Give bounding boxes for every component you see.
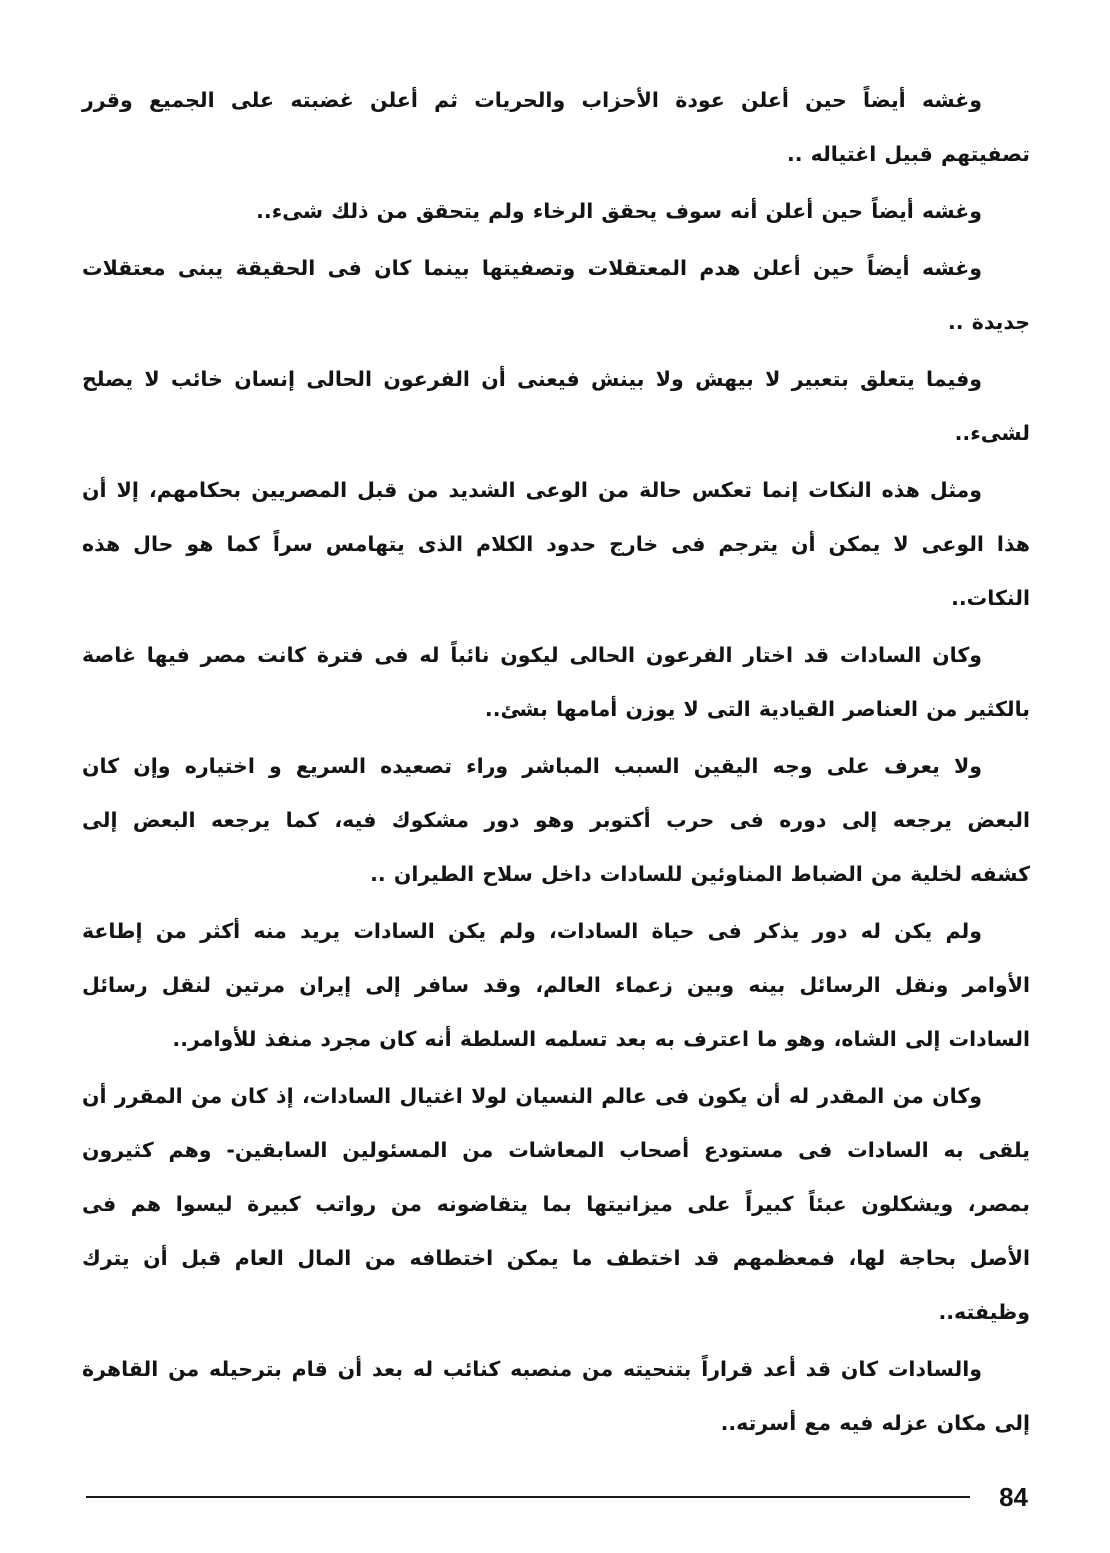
text-line: يلقى به السادات فى مستودع أصحاب المعاشات من المسئولين السابقين- وهم كثيرون xyxy=(82,1138,1030,1162)
paragraph xyxy=(82,73,1030,181)
text-line: تصفيتهم قبيل اغتياله .. xyxy=(786,142,1030,166)
paragraph xyxy=(82,739,1030,901)
text-line: ولا يعرف على وجه اليقين السبب المباشر وراء تصعيده السريع و اختياره وإن كان xyxy=(82,754,982,778)
text-line: بمصر، ويشكلون عبئاً كبيراً على ميزانيتها بما يتقاضونه من رواتب كبيرة ليسوا هم فى xyxy=(82,1192,1030,1216)
text-line: الأصل بحاجة لها، فمعظمهم قد اختطف ما يمكن اختطافه من المال العام قبل أن يترك xyxy=(82,1246,1030,1270)
text-line: النكات.. xyxy=(951,586,1030,610)
paragraph xyxy=(82,352,1030,460)
text-line: وغشه أيضاً حين أعلن هدم المعتقلات وتصفيتها بينما كان فى الحقيقة يبنى معتقلات xyxy=(82,256,982,280)
paragraph xyxy=(82,1069,1030,1339)
paragraph xyxy=(82,1342,1030,1450)
text-line: جديدة .. xyxy=(948,310,1030,334)
text-line: بالكثير من العناصر القيادية التى لا يوزن أمامها بشئ.. xyxy=(484,697,1030,721)
footer-rule xyxy=(86,1496,970,1498)
body-text xyxy=(82,73,1030,1453)
text-line: وغشه أيضاً حين أعلن عودة الأحزاب والحريات ثم أعلن غضبته على الجميع وقرر xyxy=(82,88,982,112)
text-line: البعض يرجعه إلى دوره فى حرب أكتوبر وهو دور مشكوك فيه، كما يرجعه البعض إلى xyxy=(82,808,1030,832)
paragraph xyxy=(82,184,1030,238)
text-line: وكان السادات قد اختار الفرعون الحالى ليكون نائباً له فى فترة كانت مصر فيها غاصة xyxy=(82,643,982,667)
text-line: والسادات كان قد أعد قراراً بتنحيته من منصبه كنائب له بعد أن قام بترحيله من القاهرة xyxy=(82,1357,982,1381)
text-line: وغشه أيضاً حين أعلن أنه سوف يحقق الرخاء ولم يتحقق من ذلك شىء.. xyxy=(256,199,982,223)
text-line: وكان من المقدر له أن يكون فى عالم النسيان لولا اغتيال السادات، إذ كان من المقرر أن xyxy=(82,1084,982,1108)
paragraph xyxy=(82,463,1030,625)
text-line: ومثل هذه النكات إنما تعكس حالة من الوعى الشديد من قبل المصريين بحكامهم، إلا أن xyxy=(82,478,982,502)
text-line: ولم يكن له دور يذكر فى حياة السادات، ولم يكن السادات يريد منه أكثر من إطاعة xyxy=(82,919,982,943)
page-number: 84 xyxy=(999,1482,1028,1512)
text-line: الأوامر ونقل الرسائل بينه وبين زعماء العالم، وقد سافر إلى إيران مرتين لنقل رسائل xyxy=(82,973,1030,997)
text-line: وفيما يتعلق بتعبير لا بيهش ولا بينش فيعنى أن الفرعون الحالى إنسان خائب لا يصلح xyxy=(82,367,982,391)
paragraph xyxy=(82,241,1030,349)
text-line: لشىء.. xyxy=(954,421,1030,445)
text-line: كشفه لخلية من الضباط المناوئين للسادات داخل سلاح الطيران .. xyxy=(370,862,1030,886)
paragraph xyxy=(82,628,1030,736)
paragraph xyxy=(82,904,1030,1066)
text-line: هذا الوعى لا يمكن أن يترجم فى خارج حدود الكلام الذى يتهامس سراً كما هو حال هذه xyxy=(82,532,1030,556)
text-line: السادات إلى الشاه، وهو ما اعترف به بعد تسلمه السلطة أنه كان مجرد منفذ للأوامر.. xyxy=(172,1027,1030,1051)
text-line: وظيفته.. xyxy=(938,1300,1030,1324)
text-line: إلى مكان عزله فيه مع أسرته.. xyxy=(720,1411,1030,1435)
